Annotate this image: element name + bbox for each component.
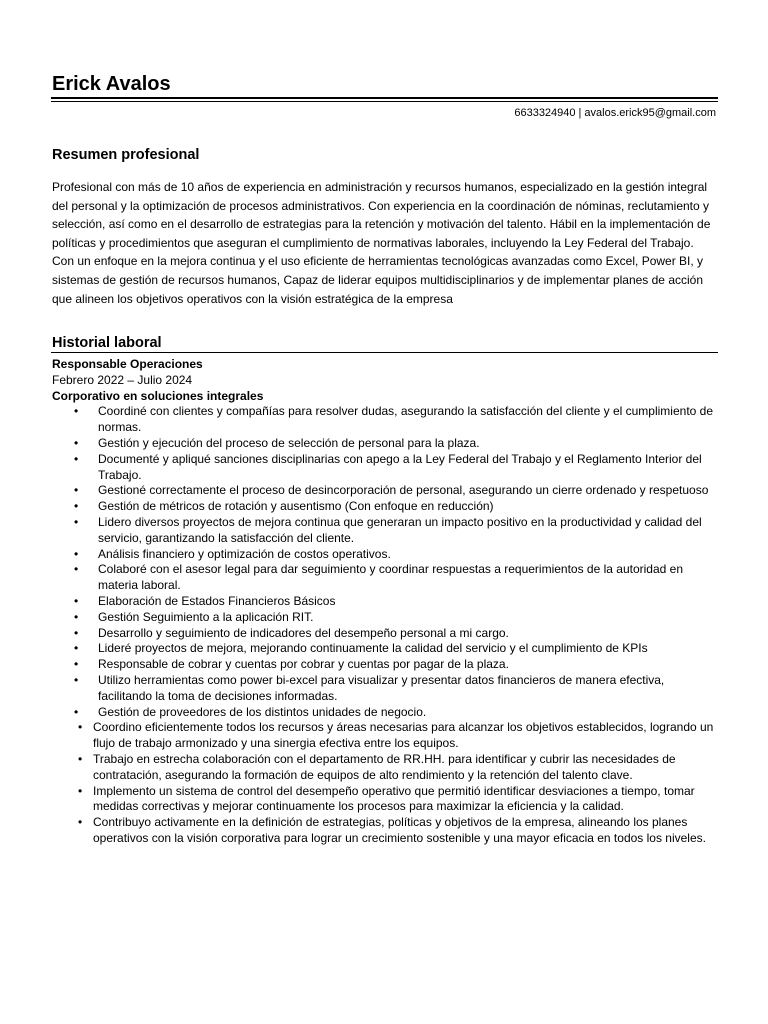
list-item: • Colaboré con el asesor legal para dar seguimiento y coordinar respuestas a requerimientos de la autoridad en materia laboral.: [52, 562, 720, 594]
contact-email: avalos.erick95@gmail.com: [584, 107, 716, 119]
list-item: • Coordiné con clientes y compañías para resolver dudas, asegurando la satisfacción del cliente y el cumplimiento de normas.: [52, 404, 720, 436]
list-item: • Utilizo herramientas como power bi-excel para visualizar y presentar datos financieros de manera efectiva, facilitando la toma de decisiones informadas.: [52, 673, 720, 705]
summary-text: Profesional con más de 10 años de experiencia en administración y recursos humanos, especializado en la gestión integral del personal y la optimización de procesos administrativos. Con experiencia en la coordinación de nóminas, reclutamiento y selección, así como en el desarrollo de estrategias para la retención y motivación del talento. Hábil en la implementación de políticas y procedimientos que aseguran el cumplimiento de normativas laborales, incluyendo la Ley Federal del Trabajo. Con un enfoque en la mejora continua y el uso eficiente de herramientas tecnológicas avanzadas como Excel, Power BI, y sistemas de gestión de recursos humanos, Capaz de liderar equipos multidisciplinarios y de implementar planes de acción que alineen los objetivos operativos con la visión estratégica de la empresa: [52, 180, 711, 306]
contact-phone: 6633324940: [514, 107, 576, 119]
list-item: • Gestioné correctamente el proceso de desincorporación de personal, asegurando un cierre ordenado y respetuoso: [52, 483, 720, 499]
history-heading: Historial laboral: [52, 335, 162, 351]
history-divider: [51, 352, 718, 353]
list-item: • Gestión de métricos de rotación y ausentismo (Con enfoque en reducción): [52, 499, 720, 515]
contact-separator: |: [578, 107, 582, 119]
list-item: • Trabajo en estrecha colaboración con el departamento de RR.HH. para identificar y cubrir las necesidades de contratación, asegurando la formación de equipos de alto rendimiento y la retención del talento clave.: [52, 752, 720, 784]
duties-list-secondary: [52, 720, 720, 846]
list-item: • Gestión Seguimiento a la aplicación RIT.: [52, 610, 720, 626]
list-item: • Documenté y apliqué sanciones disciplinarias con apego a la Ley Federal del Trabajo y el Reglamento Interior del Trabajo.: [52, 452, 720, 484]
list-item: • Lidero diversos proyectos de mejora continua que generaran un impacto positivo en la productividad y calidad del servicio, garantizando la satisfacción del cliente.: [52, 515, 720, 547]
list-item: • Desarrollo y seguimiento de indicadores del desempeño personal a mi cargo.: [52, 626, 720, 642]
list-item: • Contribuyo activamente en la definición de estrategias, políticas y objetivos de la empresa, alineando los planes operativos con la visión corporativa para lograr un crecimiento sostenible y una mayor eficacia en todos los niveles.: [52, 815, 720, 847]
list-item: • Análisis financiero y optimización de costos operativos.: [52, 547, 720, 563]
list-item: • Gestión y ejecución del proceso de selección de personal para la plaza.: [52, 436, 720, 452]
name-divider-thin: [51, 101, 718, 102]
list-item: • Gestión de proveedores de los distintos unidades de negocio.: [52, 705, 720, 721]
list-item: • Coordino eficientemente todos los recursos y áreas necesarias para alcanzar los objetivos establecidos, logrando un flujo de trabajo armonizado y una sinergia efectiva entre los equipos.: [52, 720, 720, 752]
job-title: Responsable Operaciones: [52, 357, 203, 371]
list-item: • Lideré proyectos de mejora, mejorando continuamente la calidad del servicio y el cumplimiento de KPIs: [52, 641, 720, 657]
contact-line: [514, 106, 716, 120]
job-dates: Febrero 2022 – Julio 2024: [52, 372, 193, 387]
job-entry: [52, 357, 720, 847]
name-divider-thick: [51, 97, 718, 99]
list-item: • Implemento un sistema de control del desempeño operativo que permitió identificar desviaciones a tiempo, tomar medidas correctivas y mejorar continuamente los procesos para maximizar la eficiencia y la calidad.: [52, 784, 720, 816]
candidate-name: Erick Avalos: [52, 73, 171, 95]
list-item: • Elaboración de Estados Financieros Básicos: [52, 594, 720, 610]
duties-list-primary: [52, 404, 720, 720]
summary-heading: Resumen profesional: [52, 147, 200, 163]
list-item: • Responsable de cobrar y cuentas por cobrar y cuentas por pagar de la plaza.: [52, 657, 720, 673]
job-company: Corporativo en soluciones integrales: [52, 388, 264, 403]
